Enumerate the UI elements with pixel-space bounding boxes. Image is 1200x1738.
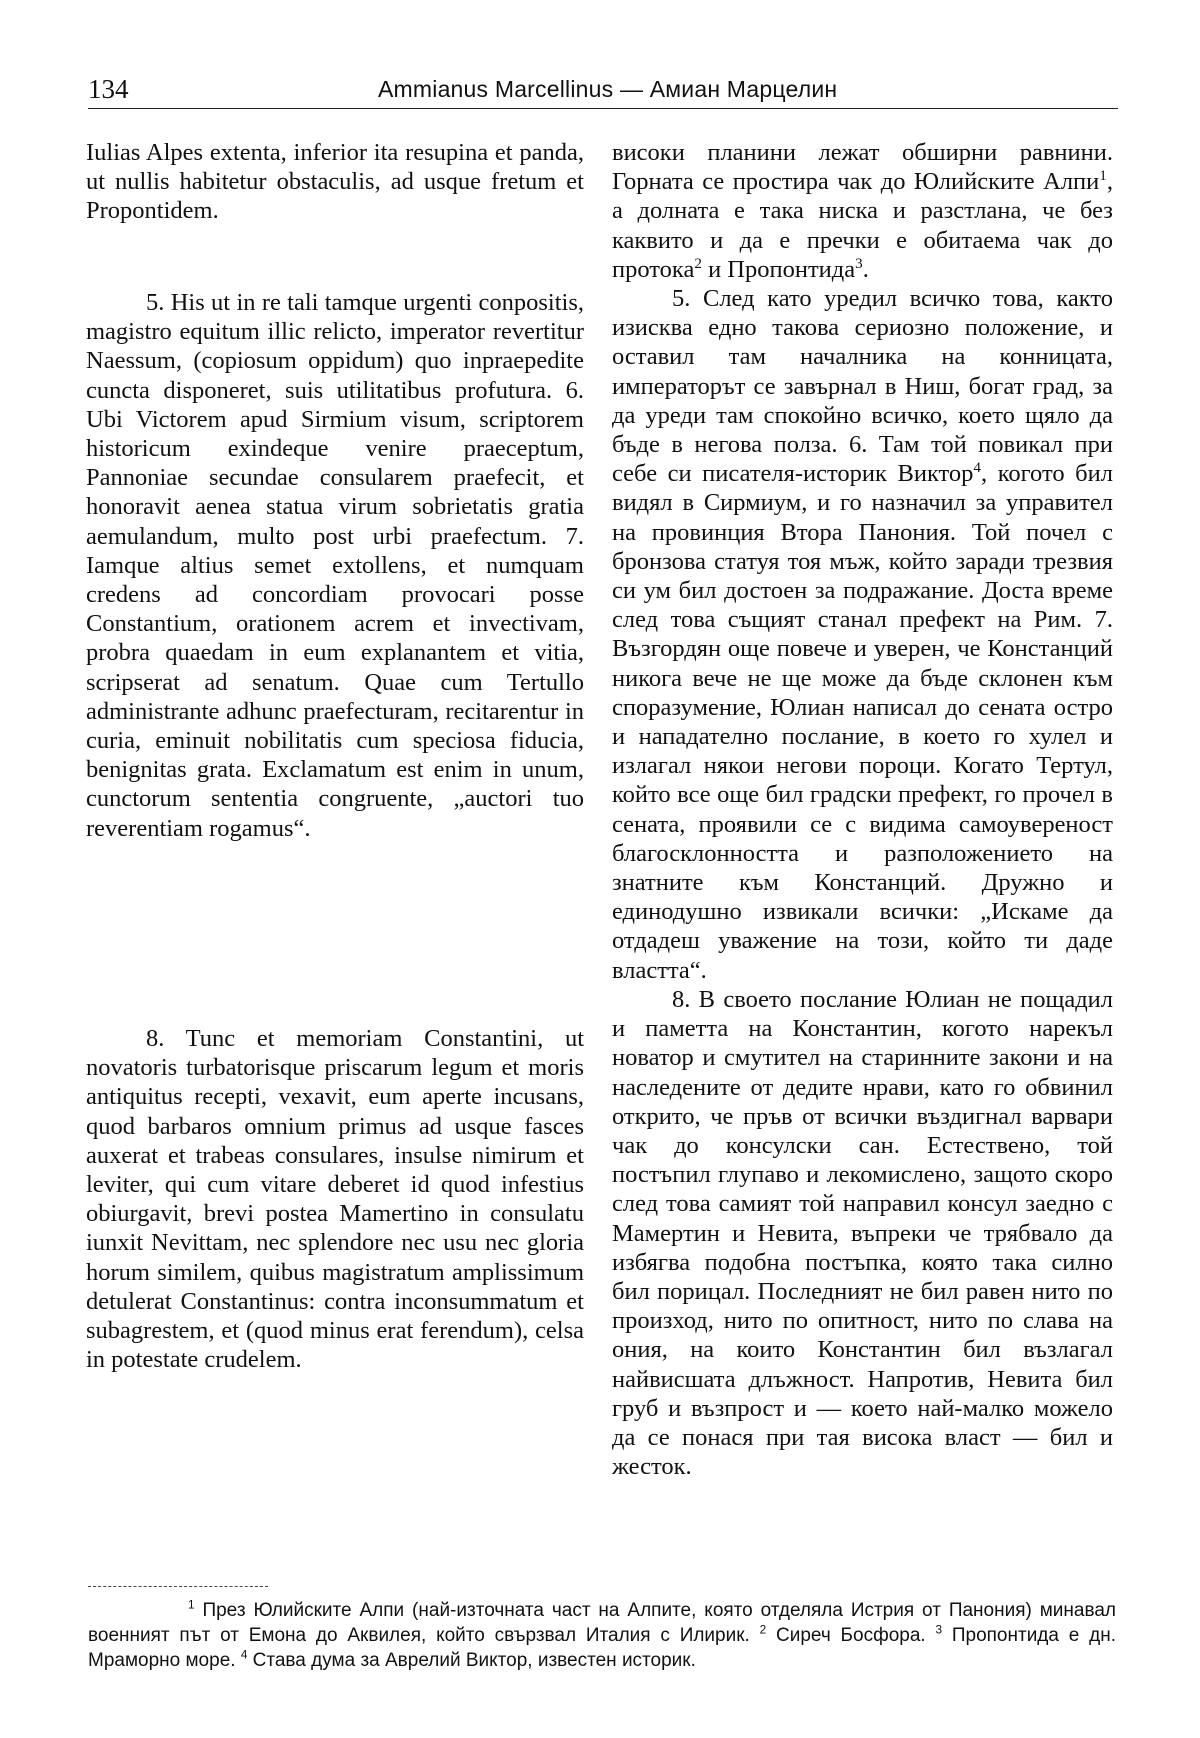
bulgarian-text: 5. След като уредил всичко това, както изисква едно такова сериозно положение, и оставил там началника на конницата, императорът се завърнал в Ниш, богат град, за да уреди там спокойно всичко, което щяло да бъде в негова полза. 6. Там той повикал при себе си писателя-историк Виктор [612, 285, 1113, 488]
footnote-ref: 4 [973, 459, 982, 477]
footnote-block [88, 1598, 1116, 1673]
footnote-text: Сиреч Босфора. [766, 1625, 926, 1646]
footnote-text: Става дума за Аврелий Виктор, известен историк. [247, 1650, 696, 1671]
latin-paragraph-3 [86, 1024, 584, 1374]
running-head-title: Ammianus Marcellinus — Амиан Марцелин [378, 76, 838, 102]
footnote-ref: 3 [855, 254, 863, 272]
footnote-marker: 2 [759, 1623, 767, 1637]
latin-text: 8. Tunc et memoriam Constantini, ut novatoris turbatorisque priscarum legum et moris antiquitus recepti, vexavit, eum aperte incusans, quod barbaros omnium primus ad usque fasces auxerat et trabeas consulares, insulse nimirum et leviter, qui cum vitare deberet id quod infestius obiurgavit, brevi postea Mamertino in consulatu iunxit Nevittam, nec splendore nec usu nec gloria horum similem, quibus magistratum amplissimum detulerat Constantinus: contra inconsummatum et subagrestem, et (quod minus erat ferendum), celsa in potestate crudelem. [86, 1025, 584, 1374]
footnote-ref: 2 [694, 254, 702, 272]
latin-paragraph-1 [86, 138, 584, 226]
latin-text: Iulias Alpes extenta, inferior ita resupina et panda, ut nullis habitetur obstaculis, ad usque fretum et Propontidem. [86, 139, 584, 225]
bulgarian-paragraph-1 [612, 138, 1113, 284]
bulgarian-text: и Пропонтида [701, 255, 856, 283]
footnote-text: През Юлийските Алпи (най-източната част на Алпите, която отделяла Истрия от Панония) минавал военният път от Емона до Аквилея, който свързвал Италия с Илирик. [88, 1600, 1116, 1646]
latin-text: 5. His ut in re tali tamque urgenti conpositis, magistro equitum illic relicto, imperator revertitur Naessum, (copiosum oppidum) quo inpraepedite cuncta disponeret, suis utilitatibus profutura. 6. Ubi Victorem apud Sirmium visum, scriptorem historicum exindeque venire praeceptum, Pannoniae secundae consularem praefecit, et honoravit aenea statua virum sobrietatis gratia aemulandum, multo post urbi praefectum. 7. Iamque altius semet extollens, et numquam credens ad concordiam provocari posse Constantium, orationem acrem et invectivam, probra quaedam in eum explanantem et vitia, scripserat ad senatum. Quae cum Tertullo administrante adhunc praefecturam, recitarentur in curia, eminuit nobilitatis cum speciosa fiducia, benignitas grata. Exclamatum est enim in unum, cunctorum sententia congruente, „auctori tuo reverentiam rogamus“. [86, 289, 584, 842]
page-number: 134 [88, 74, 129, 104]
footnote-marker: 3 [935, 1623, 943, 1637]
bulgarian-paragraph-3: 8. В своето послание Юлиан не пощадил и паметта на Константин, когото нарекъл новатор и смутител на старинните закони и на наследените от дедите нрави, като го обвинил открито, че пръв от всички въздигнал варвари чак до консулски сан. Естествено, той постъпил глупаво и лекомислено, защото скоро след това самият той направил консул заедно с Мамертин и Невита, въпреки че трябвало да избягва подобна постъпка, която така силно бил порицал. Последният не бил равен нито по произход, нито по опитност, нито по слава на ония, на които Константин бил възлагал найвисшата длъжност. Напротив, Невита бил груб и възпрост и — което най-малко можело да се понася при тая висока власт — бил и жесток. [612, 985, 1113, 1481]
bulgarian-column [612, 138, 1113, 1481]
footnote-ref: 1 [1099, 167, 1107, 185]
footnote-text: Пропонтида е дн. Мраморно море. [88, 1625, 1116, 1671]
latin-paragraph-2 [86, 288, 584, 843]
bulgarian-text: , а долната е така ниска и разстлана, че без каквито и да е пречки е обитаема чак до протока [612, 168, 1113, 283]
bulgarian-text: . [862, 255, 869, 283]
footnote-divider [88, 1586, 268, 1587]
running-header [88, 72, 1118, 109]
footnote-marker: 4 [240, 1648, 248, 1662]
footnotes [88, 1598, 1116, 1673]
bulgarian-paragraph-2 [612, 284, 1113, 985]
bulgarian-text: , когото бил видял в Сирмиум, и го назначил за управител на провинция Втора Панония. Той почел с бронзова статуя тоя мъж, който заради трезвия си ум бил достоен за подражание. Доста време след това същият станал префект на Рим. 7. Възгордян още повече и уверен, че Констанций никога вече не ще може да бъде склонен към споразумение, Юлиан написал до сената остро и нападателно послание, в което го хулел и излагал някои негови пороци. Когато Тертул, който все още бил градски префект, го прочел в сената, проявили се с видима самоувереност благосклонността и разположението на знатните към Констанций. Дружно и единодушно извикали всички: „Искаме да отдадеш уважение на този, който ти даде властта“. [612, 460, 1113, 984]
footnote-marker: 1 [188, 1598, 195, 1612]
bulgarian-text: високи планини лежат обширни равнини. Горната се простира чак до Юлийските Алпи [612, 139, 1113, 196]
